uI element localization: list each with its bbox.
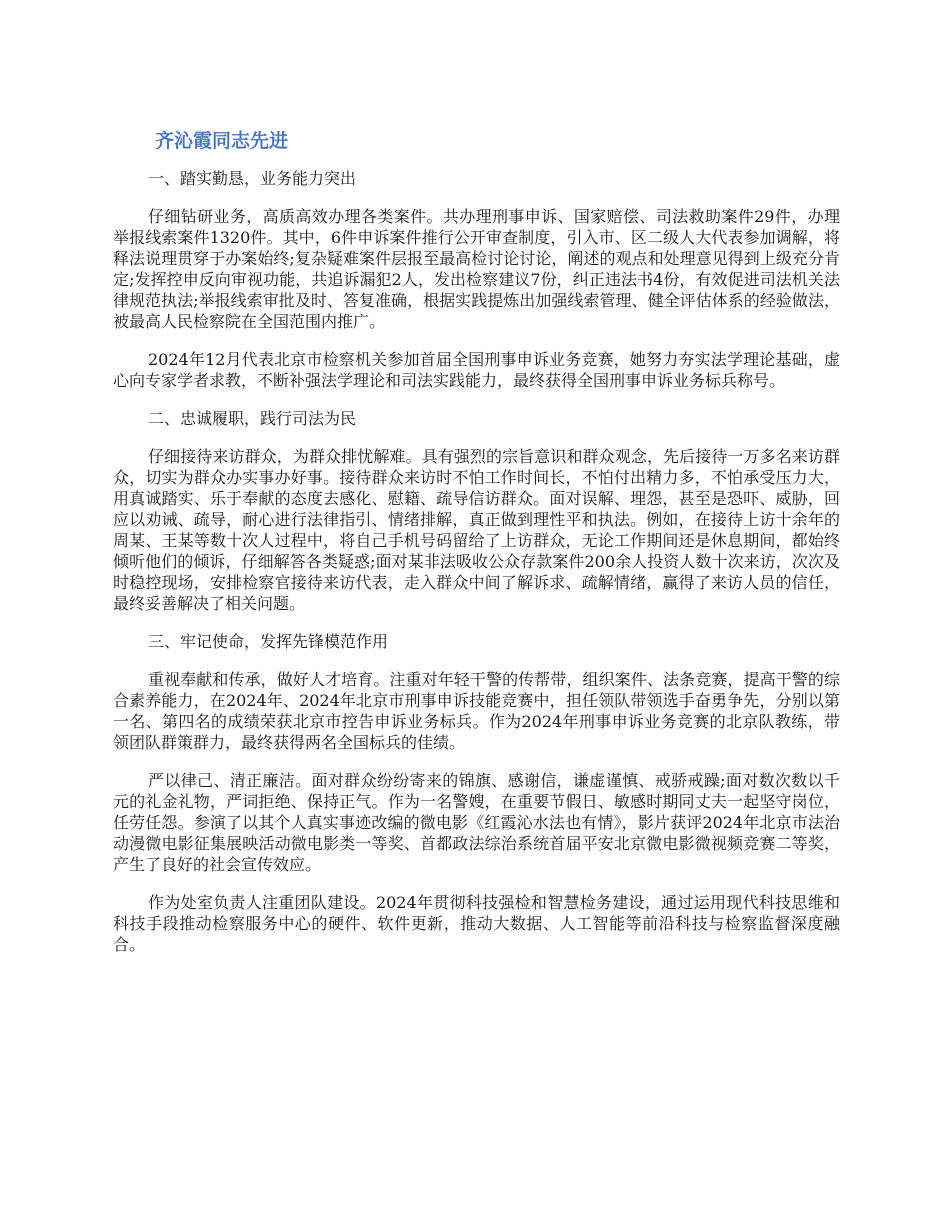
section-2-paragraph-1: 仔细接待来访群众，为群众排忧解难。具有强烈的宗旨意识和群众观念，先后接待一万多名来访群众，切实为群众办实事办好事。接待群众来访时不怕工作时间长，不怕付出精力多，不怕承受压力大，用真诚踏实、乐于奉献的态度去感化、慰籍、疏导信访群众。面对误解、埋怨，甚至是恐吓、威胁，回应以劝诫、疏导，耐心进行法律指引、情绪排解，真正做到理性平和执法。例如，在接待上访十余年的周某、王某等数十次人过程中，将自己手机号码留给了上访群众，无论工作期间还是休息期间，都始终倾听他们的倾诉，仔细解答各类疑惑;面对某非法吸收公众存款案件200余人投资人数十次来访，次次及时稳控现场，安排检察官接待来访代表，走入群众中间了解诉求、疏解情绪，赢得了来访人员的信任，最终妥善解决了相关问题。 bbox=[113, 447, 840, 613]
document-title: 齐沁霞同志先进 bbox=[155, 130, 289, 152]
section-heading-2: 二、忠诚履职，践行司法为民 bbox=[148, 409, 357, 428]
document-body bbox=[113, 128, 840, 972]
section-3-paragraph-1: 重视奉献和传承，做好人才培育。注重对年轻干警的传帮带，组织案件、法条竞赛，提高干警的综合素养能力，在2024年、2024年北京市刑事申诉技能竞赛中，担任领队带领选手奋勇争先，分别以第一名、第四名的成绩荣获北京市控告申诉业务标兵。作为2024年刑事申诉业务竞赛的北京队教练，带领团队群策群力，最终获得两名全国标兵的佳绩。 bbox=[113, 670, 840, 752]
section-heading-3: 三、牢记使命，发挥先锋模范作用 bbox=[148, 632, 389, 651]
section-heading-1: 一、踏实勤恳，业务能力突出 bbox=[148, 169, 357, 188]
section-3-paragraph-2: 严以律己、清正廉洁。面对群众纷纷寄来的锦旗、感谢信，谦虚谨慎、戒骄戒躁;面对数次数以千元的礼金礼物，严词拒绝、保持正气。作为一名警嫂，在重要节假日、敏感时期同丈夫一起坚守岗位，任劳任怨。参演了以其个人真实事迹改编的微电影《红霞沁水法也有情》，影片获评2024年北京市法治动漫微电影征集展映活动微电影类一等奖、首都政法综治系统首届平安北京微电影微视频竞赛二等奖，产生了良好的社会宣传效应。 bbox=[113, 771, 840, 874]
section-1-paragraph-1: 仔细钻研业务，高质高效办理各类案件。共办理刑事申诉、国家赔偿、司法救助案件29件，办理举报线索案件1320件。其中，6件申诉案件推行公开审查制度，引入市、区二级人大代表参加调解，将释法说理贯穿于办案始终;复杂疑难案件层报至最高检讨论讨论，阐述的观点和处理意见得到上级充分肯定;发挥控申反向审视功能，共追诉漏犯2人，发出检察建议7份，纠正违法书4份，有效促进司法机关法律规范执法;举报线索审批及时、答复准确，根据实践提炼出加强线索管理、健全评估体系的经验做法，被最高人民检察院在全国范围内推广。 bbox=[113, 207, 840, 331]
section-3-paragraph-3: 作为处室负责人注重团队建设。2024年贯彻科技强检和智慧检务建设，通过运用现代科技思维和科技手段推动检察服务中心的硬件、软件更新，推动大数据、人工智能等前沿科技与检察监督深度融合。 bbox=[113, 893, 840, 954]
section-1-paragraph-2: 2024年12月代表北京市检察机关参加首届全国刑事申诉业务竞赛，她努力夯实法学理论基础，虚心向专家学者求教，不断补强法学理论和司法实践能力，最终获得全国刑事申诉业务标兵称号。 bbox=[113, 350, 840, 390]
